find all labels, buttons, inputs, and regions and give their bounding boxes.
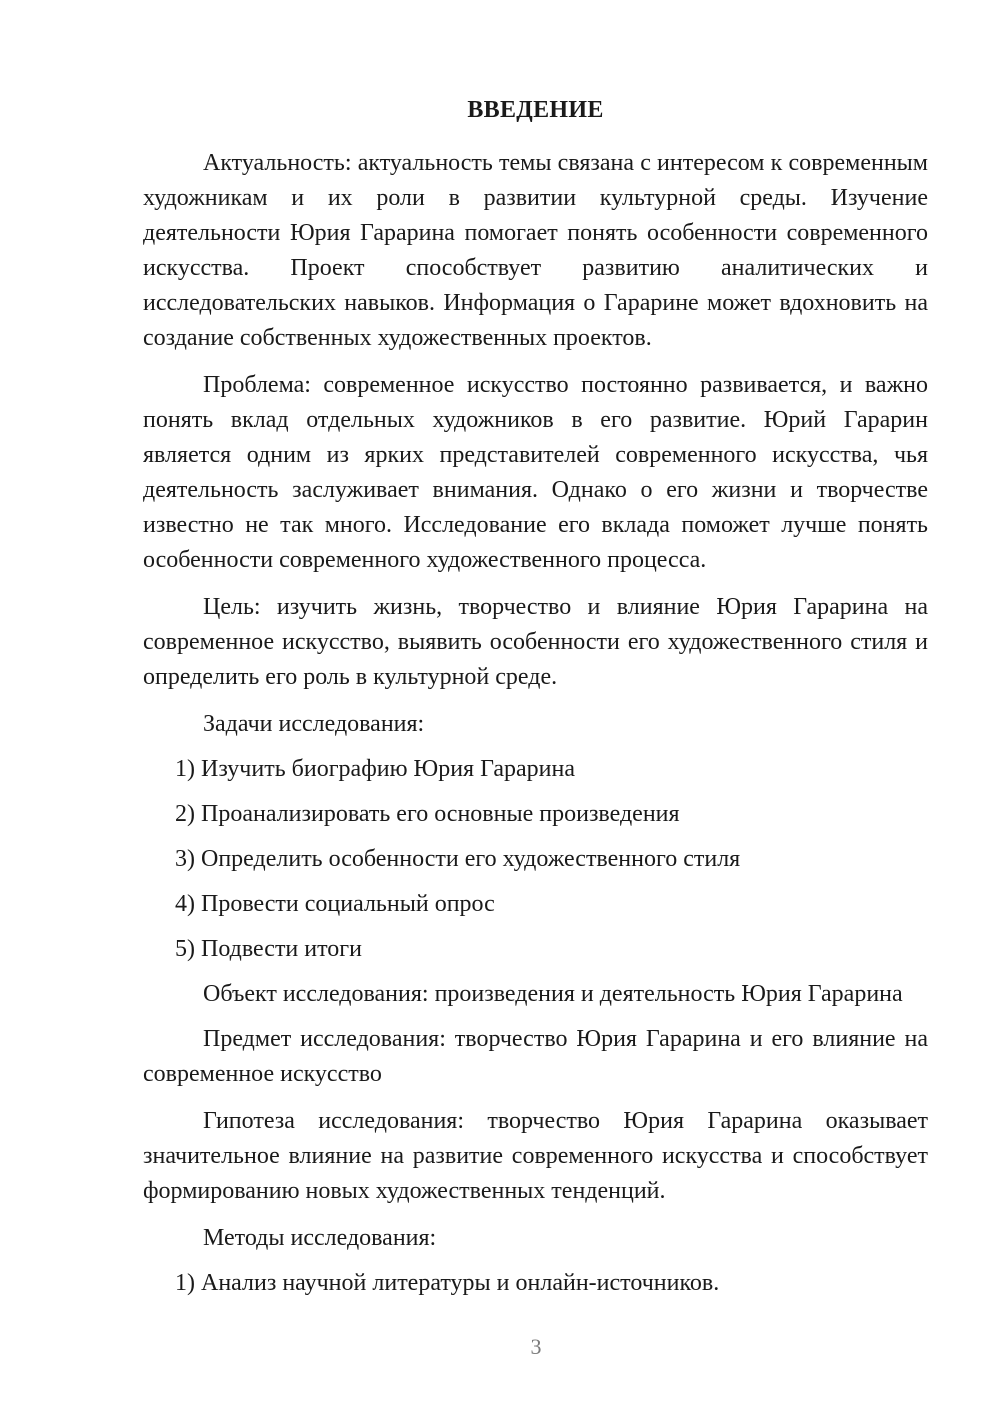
page-number: 3 (530, 1334, 542, 1359)
hypothesis-paragraph: Гипотеза исследования: творчество Юрия Гарарина оказывает значительное влияние на развитие современного искусства и способствует формированию новых художественных тенденций. (143, 1108, 928, 1204)
task-item: 2) Проанализировать его основные произведения (175, 801, 680, 827)
object-paragraph: Объект исследования: произведения и деятельность Юрия Гарарина (203, 981, 903, 1007)
problem-paragraph: Проблема: современное искусство постоянно развивается, и важно понять вклад отдельных художников в его развитие. Юрий Гарарин является одним из ярких представителей современного искусства, чья деятельность заслуживает внимания. Однако о его жизни и творчестве известно не так много. Исследование его вклада поможет лучше понять особенности современного художественного процесса. (143, 372, 928, 573)
tasks-heading: Задачи исследования: (203, 711, 425, 737)
task-item: 5) Подвести итоги (175, 936, 362, 962)
actuality-paragraph: Актуальность: актуальность темы связана с интересом к современным художникам и их роли в развитии культурной среды. Изучение деятельности Юрия Гарарина помогает понять особенности современного искусства. Проект способствует развитию аналитических и исследовательских навыков. Информация о Гарарине может вдохновить на создание собственных художественных проектов. (143, 150, 928, 351)
subject-paragraph: Предмет исследования: творчество Юрия Гарарина и его влияние на современное искусство (143, 1026, 928, 1087)
task-item: 4) Провести социальный опрос (175, 891, 495, 917)
task-item: 1) Изучить биографию Юрия Гарарина (175, 756, 575, 782)
page-title: ВВЕДЕНИЕ (467, 97, 604, 123)
goal-paragraph: Цель: изучить жизнь, творчество и влияние Юрия Гарарина на современное искусство, выявить особенности его художественного стиля и определить его роль в культурной среде. (143, 594, 928, 690)
methods-heading: Методы исследования: (203, 1225, 437, 1251)
method-item: 1) Анализ научной литературы и онлайн-источников. (175, 1270, 720, 1296)
document-page (143, 94, 928, 1301)
task-item: 3) Определить особенности его художественного стиля (175, 846, 741, 872)
